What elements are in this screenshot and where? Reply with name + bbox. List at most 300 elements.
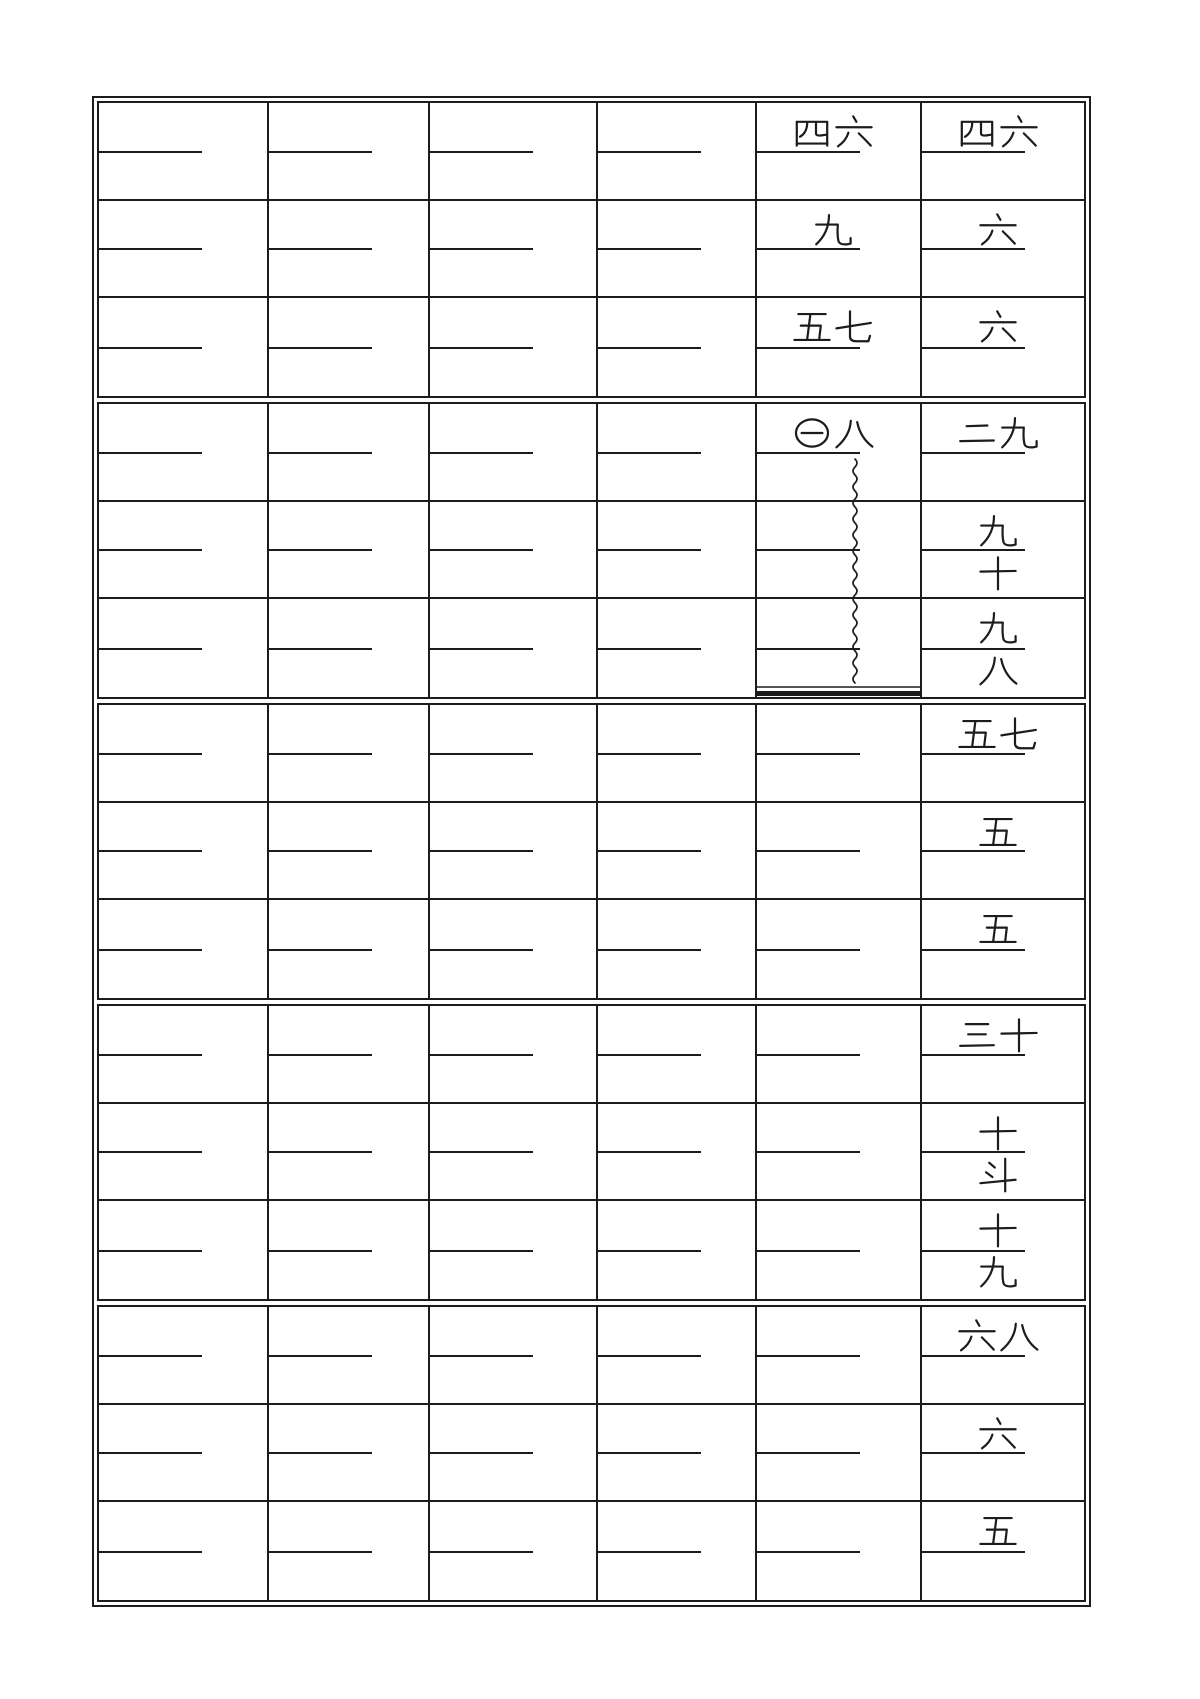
writing-line bbox=[598, 753, 701, 755]
handwritten-glyphs bbox=[813, 213, 853, 247]
grid-cell bbox=[922, 298, 1084, 396]
grid-cell bbox=[99, 1201, 269, 1299]
grid-cell bbox=[598, 1104, 757, 1202]
glyph-stroke bbox=[836, 323, 870, 328]
writing-line bbox=[430, 949, 533, 951]
handwritten-text bbox=[978, 310, 1018, 344]
grid-cell bbox=[269, 298, 430, 396]
grid-cell bbox=[269, 404, 430, 502]
grid-cell bbox=[598, 298, 757, 396]
grid-cell bbox=[757, 900, 922, 998]
writing-line bbox=[430, 151, 533, 153]
grid-cell bbox=[757, 599, 922, 697]
grid-cell bbox=[922, 1307, 1084, 1405]
writing-line bbox=[598, 1054, 701, 1056]
glyph-stroke bbox=[1024, 133, 1036, 145]
form-block bbox=[97, 703, 1086, 1000]
handwritten-text bbox=[978, 1158, 1018, 1192]
glyph-stroke bbox=[857, 422, 872, 446]
glyph bbox=[981, 613, 1015, 642]
grid-cell bbox=[430, 803, 598, 901]
glyph bbox=[980, 1518, 1015, 1544]
handwritten-glyphs bbox=[978, 310, 1018, 344]
glyph-stroke bbox=[961, 1337, 971, 1351]
writing-line bbox=[430, 549, 533, 551]
grid-cell bbox=[757, 404, 922, 502]
glyph-stroke bbox=[976, 1320, 979, 1325]
grid-cell bbox=[922, 502, 1084, 600]
writing-line bbox=[269, 648, 372, 650]
grid-cell bbox=[99, 502, 269, 600]
glyph-stroke bbox=[980, 658, 994, 685]
grid-cell bbox=[757, 705, 922, 803]
grid-cell bbox=[757, 1006, 922, 1104]
writing-line bbox=[269, 452, 372, 454]
writing-line bbox=[922, 949, 1025, 951]
writing-line bbox=[269, 1054, 372, 1056]
grid-cell bbox=[598, 502, 757, 600]
glyph bbox=[980, 214, 1015, 244]
writing-line bbox=[757, 248, 860, 250]
glyph-stroke bbox=[980, 1179, 1015, 1182]
grid-cell bbox=[757, 1307, 922, 1405]
form-block bbox=[97, 1004, 1086, 1301]
writing-line bbox=[430, 452, 533, 454]
glyph-stroke bbox=[981, 525, 1015, 545]
writing-line bbox=[430, 850, 533, 852]
writing-line bbox=[757, 1452, 860, 1454]
grid-cell bbox=[598, 900, 757, 998]
writing-line bbox=[99, 753, 202, 755]
glyph-stroke bbox=[967, 426, 988, 427]
grid-cell bbox=[922, 1201, 1084, 1299]
glyph bbox=[980, 312, 1015, 342]
grid-cell bbox=[757, 1405, 922, 1503]
writing-line bbox=[922, 1250, 1025, 1252]
grid-cell bbox=[269, 103, 430, 201]
grid-cell bbox=[922, 803, 1084, 901]
glyph bbox=[980, 1158, 1015, 1191]
handwritten-text bbox=[957, 416, 1039, 450]
glyph bbox=[980, 1117, 1015, 1149]
handwritten-glyphs bbox=[792, 310, 874, 344]
writing-line bbox=[598, 1452, 701, 1454]
writing-line bbox=[430, 347, 533, 349]
glyph-stroke bbox=[1018, 116, 1021, 121]
writing-line bbox=[430, 1355, 533, 1357]
grid-cell bbox=[757, 298, 922, 396]
writing-line bbox=[430, 1250, 533, 1252]
glyph bbox=[980, 1215, 1015, 1247]
handwritten-text bbox=[792, 115, 874, 149]
glyph-stroke bbox=[1002, 428, 1036, 448]
grid-cell bbox=[430, 1006, 598, 1104]
handwritten-glyphs bbox=[978, 1255, 1018, 1289]
glyph-stroke bbox=[1003, 133, 1013, 147]
grid-cell bbox=[430, 900, 598, 998]
writing-line bbox=[922, 648, 1025, 650]
grid-cell bbox=[430, 1405, 598, 1503]
glyph-stroke bbox=[966, 733, 986, 747]
glyph-stroke bbox=[962, 122, 992, 146]
glyph-stroke bbox=[982, 1434, 992, 1448]
writing-line bbox=[598, 1250, 701, 1252]
handwritten-glyphs bbox=[978, 556, 1018, 590]
handwritten-glyphs bbox=[978, 1514, 1018, 1548]
grid-cell bbox=[430, 502, 598, 600]
grid-cell bbox=[99, 298, 269, 396]
writing-line bbox=[757, 1250, 860, 1252]
handwritten-text bbox=[978, 1255, 1018, 1289]
grid-cell bbox=[598, 1006, 757, 1104]
glyph bbox=[1001, 1324, 1037, 1351]
glyph-stroke bbox=[1001, 730, 1035, 735]
glyph-stroke bbox=[853, 116, 856, 121]
writing-line bbox=[598, 850, 701, 852]
grid-cell bbox=[269, 502, 430, 600]
glyph-stroke bbox=[981, 1257, 994, 1286]
grid-cell bbox=[922, 900, 1084, 998]
grid-cell bbox=[922, 1104, 1084, 1202]
writing-line bbox=[922, 850, 1025, 852]
handwritten-text bbox=[792, 310, 874, 344]
grid-cell bbox=[269, 1104, 430, 1202]
grid-cell bbox=[922, 1405, 1084, 1503]
handwritten-text bbox=[978, 611, 1018, 645]
glyph-stroke bbox=[816, 122, 826, 135]
writing-line bbox=[757, 1054, 860, 1056]
grid-cell bbox=[757, 502, 922, 600]
writing-line bbox=[598, 549, 701, 551]
grid-cell bbox=[99, 1307, 269, 1405]
grid-cell bbox=[598, 1307, 757, 1405]
writing-line bbox=[269, 1151, 372, 1153]
glyph-stroke bbox=[987, 1530, 1007, 1544]
handwritten-glyphs bbox=[957, 115, 1039, 149]
glyph bbox=[960, 426, 994, 442]
grid-cell bbox=[922, 705, 1084, 803]
writing-line bbox=[757, 1151, 860, 1153]
handwritten-text bbox=[957, 717, 1039, 751]
writing-line bbox=[99, 549, 202, 551]
handwritten-glyphs bbox=[957, 1319, 1039, 1353]
glyph-stroke bbox=[986, 1172, 992, 1177]
writing-line bbox=[922, 452, 1025, 454]
writing-line bbox=[269, 1250, 372, 1252]
writing-line bbox=[598, 347, 701, 349]
grid-cell bbox=[269, 1405, 430, 1503]
glyph-stroke bbox=[981, 613, 994, 642]
glyph-stroke bbox=[816, 215, 829, 244]
glyph-stroke bbox=[981, 623, 1015, 643]
glyph-stroke bbox=[838, 133, 848, 147]
grid-cell bbox=[99, 803, 269, 901]
glyph-stroke bbox=[1001, 1324, 1015, 1351]
writing-line bbox=[922, 1355, 1025, 1357]
grid-cell bbox=[269, 599, 430, 697]
glyph-stroke bbox=[987, 928, 1007, 942]
writing-line bbox=[269, 347, 372, 349]
writing-line bbox=[430, 1151, 533, 1153]
writing-line bbox=[598, 151, 701, 153]
grid-cell bbox=[430, 103, 598, 201]
glyph bbox=[960, 1024, 994, 1046]
handwritten-glyphs bbox=[978, 912, 1018, 946]
writing-line bbox=[757, 753, 860, 755]
grid-cell bbox=[430, 1307, 598, 1405]
writing-line bbox=[269, 949, 372, 951]
glyph-stroke bbox=[1003, 231, 1015, 243]
writing-line bbox=[922, 549, 1025, 551]
writing-line bbox=[269, 151, 372, 153]
writing-line bbox=[922, 1452, 1025, 1454]
writing-line bbox=[99, 347, 202, 349]
handwritten-text bbox=[957, 1018, 1039, 1052]
grid-cell bbox=[99, 599, 269, 697]
glyph bbox=[836, 421, 872, 448]
glyph-stroke bbox=[836, 421, 850, 448]
glyph bbox=[959, 721, 994, 747]
writing-line bbox=[430, 753, 533, 755]
grid-cell bbox=[598, 201, 757, 299]
grid-cell bbox=[922, 1006, 1084, 1104]
writing-line bbox=[99, 648, 202, 650]
handwritten-glyphs bbox=[978, 611, 1018, 645]
writing-line bbox=[757, 949, 860, 951]
handwritten-glyphs bbox=[978, 1158, 1018, 1192]
glyph-stroke bbox=[981, 122, 991, 135]
writing-line bbox=[922, 248, 1025, 250]
grid-cell bbox=[99, 1405, 269, 1503]
glyph bbox=[816, 215, 850, 244]
writing-line bbox=[430, 1551, 533, 1553]
writing-line bbox=[99, 1151, 202, 1153]
glyph-stroke bbox=[1002, 418, 1015, 447]
glyph-stroke bbox=[816, 224, 850, 244]
writing-line bbox=[922, 1054, 1025, 1056]
glyph bbox=[981, 1257, 1015, 1286]
grid-cell bbox=[598, 404, 757, 502]
grid-cell bbox=[99, 705, 269, 803]
glyph bbox=[796, 419, 828, 446]
writing-line bbox=[598, 1355, 701, 1357]
writing-line bbox=[430, 648, 533, 650]
writing-line bbox=[598, 452, 701, 454]
writing-line bbox=[99, 1054, 202, 1056]
handwritten-text bbox=[978, 815, 1018, 849]
grid-cell bbox=[757, 803, 922, 901]
grid-cell bbox=[269, 900, 430, 998]
grid-cell bbox=[598, 1502, 757, 1600]
grid-cell bbox=[99, 404, 269, 502]
writing-line bbox=[922, 151, 1025, 153]
glyph-stroke bbox=[1001, 659, 1016, 683]
handwritten-text bbox=[978, 213, 1018, 247]
grid-cell bbox=[598, 1201, 757, 1299]
writing-line bbox=[922, 753, 1025, 755]
writing-line bbox=[922, 1151, 1025, 1153]
handwritten-text bbox=[978, 1417, 1018, 1451]
grid-cell bbox=[430, 1201, 598, 1299]
handwritten-glyphs bbox=[978, 815, 1018, 849]
glyph bbox=[1002, 418, 1036, 447]
handwritten-text bbox=[978, 556, 1018, 590]
grid-cell bbox=[922, 103, 1084, 201]
grid-cell bbox=[757, 201, 922, 299]
grid-cell bbox=[269, 1006, 430, 1104]
grid-cell bbox=[922, 599, 1084, 697]
grid-cell bbox=[757, 1104, 922, 1202]
grid-cell bbox=[430, 404, 598, 502]
form-block bbox=[97, 101, 1086, 398]
handwritten-text bbox=[957, 115, 1039, 149]
writing-line bbox=[598, 949, 701, 951]
writing-line bbox=[757, 648, 860, 650]
grid-cell bbox=[430, 201, 598, 299]
grid-cell bbox=[269, 803, 430, 901]
glyph-stroke bbox=[981, 1267, 1015, 1287]
grid-cell bbox=[430, 298, 598, 396]
glyph bbox=[797, 122, 827, 146]
handwritten-text bbox=[978, 1213, 1018, 1247]
glyph bbox=[980, 557, 1015, 589]
grid-cell bbox=[99, 1104, 269, 1202]
grid-cell bbox=[922, 404, 1084, 502]
writing-line bbox=[757, 452, 860, 454]
writing-line bbox=[757, 347, 860, 349]
writing-line bbox=[99, 1355, 202, 1357]
writing-line bbox=[430, 248, 533, 250]
writing-line bbox=[922, 347, 1025, 349]
writing-line bbox=[269, 753, 372, 755]
handwritten-text bbox=[978, 653, 1018, 687]
writing-line bbox=[757, 549, 860, 551]
handwritten-glyphs bbox=[957, 717, 1039, 751]
glyph bbox=[959, 1320, 994, 1350]
form-block bbox=[97, 402, 1086, 699]
grid-cell bbox=[757, 103, 922, 201]
glyph-stroke bbox=[981, 516, 994, 545]
glyph bbox=[1001, 116, 1036, 146]
handwritten-glyphs bbox=[978, 1213, 1018, 1247]
writing-line bbox=[598, 1551, 701, 1553]
handwritten-text bbox=[978, 514, 1018, 548]
writing-line bbox=[269, 850, 372, 852]
writing-line bbox=[430, 1452, 533, 1454]
writing-line bbox=[598, 248, 701, 250]
grid-cell bbox=[99, 1502, 269, 1600]
glyph-stroke bbox=[960, 1045, 994, 1046]
handwritten-text bbox=[792, 416, 874, 450]
glyph-stroke bbox=[1022, 1325, 1037, 1349]
grid-cell bbox=[269, 1502, 430, 1600]
glyph-stroke bbox=[989, 1162, 995, 1167]
outer-frame bbox=[92, 96, 1091, 1607]
writing-line bbox=[269, 1452, 372, 1454]
writing-line bbox=[430, 1054, 533, 1056]
handwritten-glyphs bbox=[792, 115, 874, 149]
writing-line bbox=[99, 1250, 202, 1252]
grid-cell bbox=[269, 1307, 430, 1405]
grid-cell bbox=[99, 1006, 269, 1104]
handwritten-glyphs bbox=[978, 653, 1018, 687]
glyph-stroke bbox=[801, 326, 821, 340]
handwritten-text bbox=[978, 1514, 1018, 1548]
glyph-stroke bbox=[982, 1337, 994, 1349]
writing-line bbox=[99, 248, 202, 250]
grid-cell bbox=[598, 103, 757, 201]
handwritten-text bbox=[957, 1319, 1039, 1353]
glyph-stroke bbox=[982, 328, 992, 342]
writing-line bbox=[269, 1551, 372, 1553]
grid-cell bbox=[430, 1104, 598, 1202]
glyph bbox=[980, 658, 1016, 685]
grid-cell bbox=[99, 900, 269, 998]
grid-cell bbox=[269, 1201, 430, 1299]
grid-cell bbox=[922, 201, 1084, 299]
handwritten-glyphs bbox=[792, 416, 874, 450]
grid-cell bbox=[598, 1405, 757, 1503]
glyph bbox=[980, 1418, 1015, 1448]
writing-line bbox=[99, 1452, 202, 1454]
glyph-stroke bbox=[960, 440, 994, 441]
handwritten-glyphs bbox=[978, 514, 1018, 548]
grid-cell bbox=[430, 705, 598, 803]
glyph bbox=[981, 516, 1015, 545]
writing-line bbox=[99, 452, 202, 454]
grid-cell bbox=[757, 1502, 922, 1600]
handwritten-glyphs bbox=[978, 1116, 1018, 1150]
grid-cell bbox=[99, 103, 269, 201]
grid-cell bbox=[269, 705, 430, 803]
glyph bbox=[962, 122, 992, 146]
handwritten-text bbox=[978, 912, 1018, 946]
glyph bbox=[836, 312, 870, 342]
glyph-stroke bbox=[1003, 329, 1015, 341]
handwritten-glyphs bbox=[957, 1018, 1039, 1052]
handwritten-glyphs bbox=[978, 213, 1018, 247]
glyph bbox=[1001, 1019, 1036, 1051]
writing-line bbox=[269, 1355, 372, 1357]
grid-cell bbox=[598, 803, 757, 901]
writing-line bbox=[598, 648, 701, 650]
form-block bbox=[97, 1305, 1086, 1602]
glyph-stroke bbox=[982, 230, 992, 244]
writing-line bbox=[757, 1551, 860, 1553]
handwritten-glyphs bbox=[957, 416, 1039, 450]
handwritten-text bbox=[978, 1116, 1018, 1150]
glyph-stroke bbox=[859, 133, 871, 145]
grid-cell bbox=[269, 201, 430, 299]
grid-cell bbox=[430, 599, 598, 697]
writing-line bbox=[757, 151, 860, 153]
writing-line bbox=[757, 1355, 860, 1357]
glyph-stroke bbox=[797, 122, 827, 146]
handwritten-glyphs bbox=[978, 1417, 1018, 1451]
writing-line bbox=[757, 850, 860, 852]
frame-inner bbox=[97, 101, 1086, 1602]
glyph-stroke bbox=[987, 830, 1007, 844]
writing-line bbox=[99, 949, 202, 951]
writing-line bbox=[269, 248, 372, 250]
writing-line bbox=[269, 549, 372, 551]
glyph bbox=[836, 116, 871, 146]
writing-line bbox=[922, 1551, 1025, 1553]
writing-line bbox=[598, 1151, 701, 1153]
glyph bbox=[980, 819, 1015, 845]
writing-line bbox=[99, 1551, 202, 1553]
glyph-stroke bbox=[997, 312, 1000, 317]
